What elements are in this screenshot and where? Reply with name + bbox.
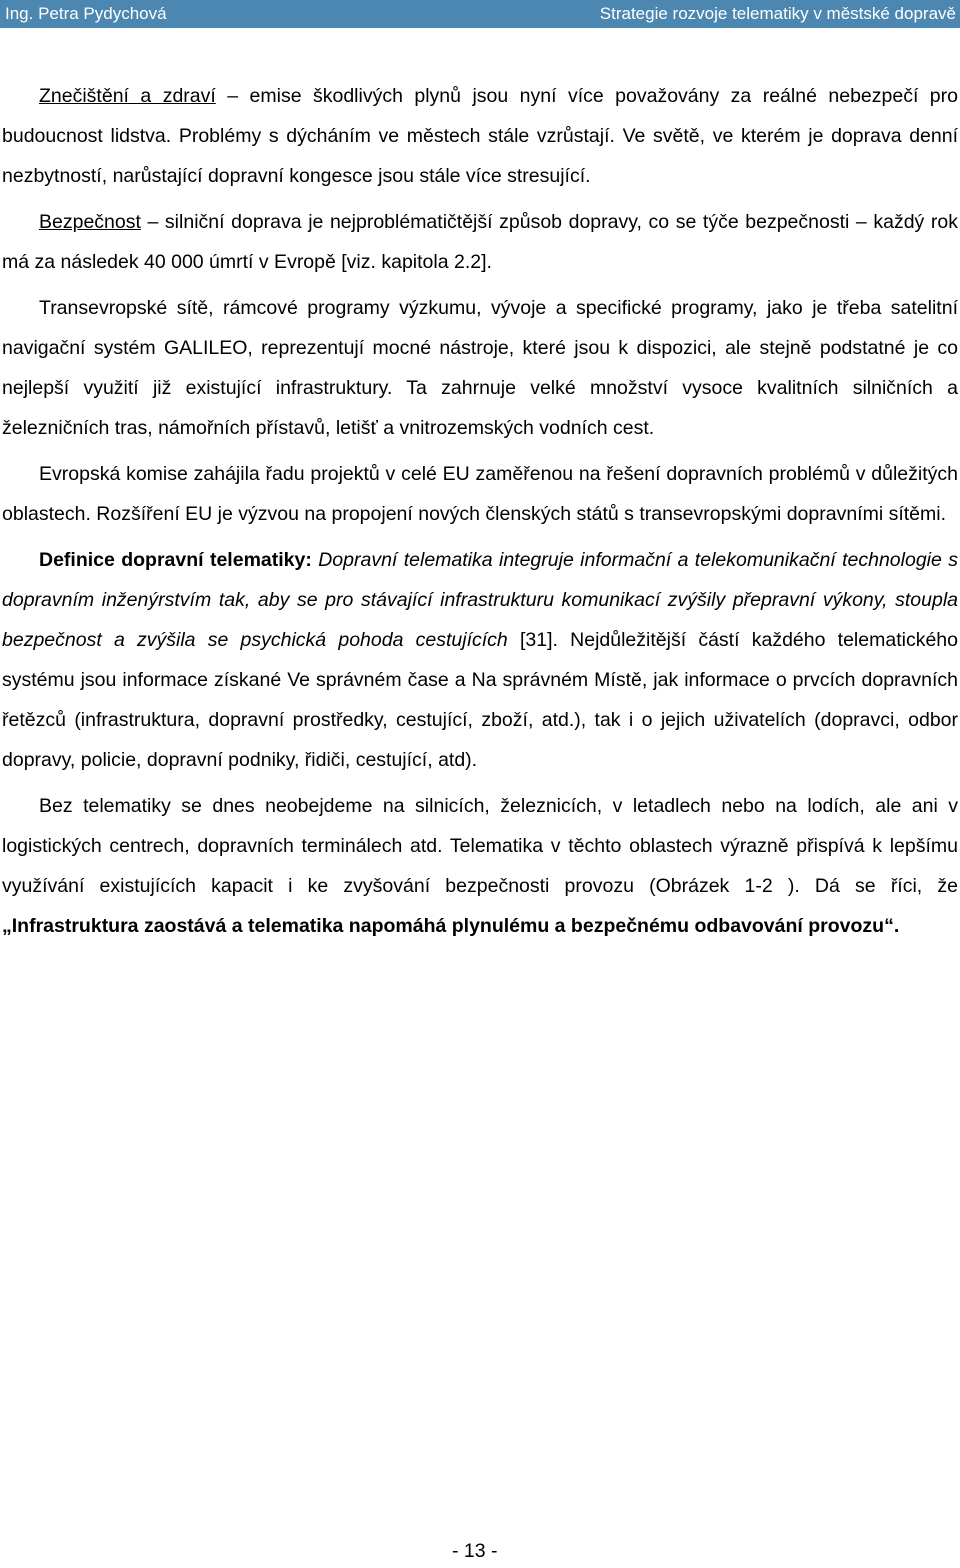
paragraph-pollution: [2, 76, 958, 196]
term-pollution: Znečištění a zdraví: [39, 85, 216, 107]
paragraph-trans-european-networks: Transevropské sítě, rámcové programy výzkumu, vývoje a specifické programy, jako je třeba satelitní navigační systém GALILEO, reprezentují mocné nástroje, které jsou k dispozici, ale stejně podstatné je co nejlepší využití již existující infrastruktury. Ta zahrnuje velké množství vysoce kvalitních silničních a železničních tras, námořních přístavů, letišť a vnitrozemských vodních cest.: [2, 297, 958, 439]
term-safety: Bezpečnost: [39, 211, 141, 233]
header-title: Strategie rozvoje telematiky v městské dopravě: [599, 4, 956, 23]
definition-italic: Dopravní telematika integruje informační a telekomunikační technologie s dopravním inženýrstvím tak, aby se pro stávající infrastrukturu komunikací zvýšily přepravní výkony, stoupla bezpečnost a zvýšila se psychická pohoda cestujících: [2, 549, 958, 651]
paragraph-without-telematics: [2, 786, 958, 946]
paragraph-safety: [2, 202, 958, 282]
definition-term: Definice dopravní telematiky:: [39, 549, 312, 571]
paragraph-without-telematics-text: Bez telematiky se dnes neobejdeme na silnicích, železnicích, v letadlech nebo na lodích, ale ani v logistických centrech, dopravních terminálech atd. Telematika v těchto oblastech výrazně přispívá k lepšímu využívání existujících kapacit i ke zvyšování bezpečnosti provozu (Obrázek 1-2 ). Dá se říci, že: [2, 795, 958, 897]
header-author: Ing. Petra Pydychová: [5, 4, 167, 23]
document-body: [2, 76, 958, 946]
paragraph-definition: [2, 540, 958, 780]
paragraph-pollution-text: – emise škodlivých plynů jsou nyní více považovány za reálné nebezpečí pro budoucnost lidstva. Problémy s dýcháním ve městech stále vzrůstají. Ve světě, ve kterém je doprava denní nezbytností, narůstající dopravní kongesce jsou stále více stresující.: [2, 85, 958, 187]
paragraph-safety-text: – silniční doprava je nejproblématičtější způsob dopravy, co se týče bezpečnosti – každý rok má za následek 40 000 úmrtí v Evropě [viz. kapitola 2.2].: [2, 211, 958, 273]
definition-text: [31]. Nejdůležitější částí každého telematického systému jsou informace získané Ve správném čase a Na správném Místě, jak informace o prvcích dopravních řetězců (infrastruktura, dopravní prostředky, cestující, zboží, atd.), tak i o jejich uživatelích (dopravci, odbor dopravy, policie, dopravní podniky, řidiči, cestující, atd).: [2, 629, 958, 771]
page-header: [0, 0, 960, 28]
page-number: - 13 -: [452, 1540, 498, 1562]
paragraph-european-commission: Evropská komise zahájila řadu projektů v celé EU zaměřenou na řešení dopravních problémů v důležitých oblastech. Rozšíření EU je výzvou na propojení nových členských států s transevropskými dopravními sítěmi.: [2, 463, 958, 525]
paragraph-without-telematics-bold: „Infrastruktura zaostává a telematika napomáhá plynulému a bezpečnému odbavování provozu“.: [2, 915, 900, 937]
